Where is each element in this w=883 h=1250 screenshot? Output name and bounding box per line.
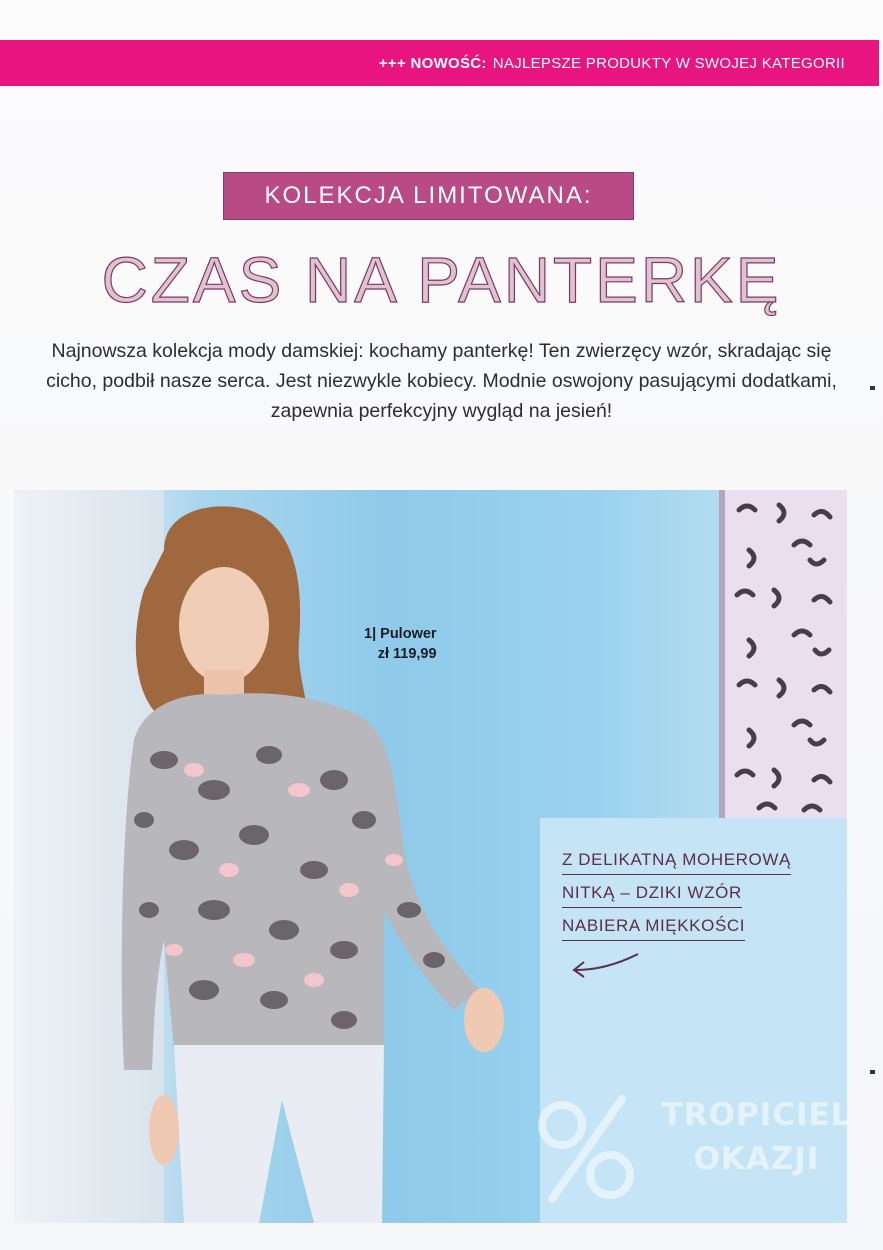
leopard-fabric-swatch — [719, 490, 847, 820]
top-banner — [0, 40, 879, 86]
arrow-left-icon — [568, 946, 648, 986]
banner-text: NAJLEPSZE PRODUKTY W SWOJEJ KATEGORII — [492, 54, 845, 72]
product-label: 1| Pulower — [364, 626, 437, 642]
feature-lines — [562, 844, 791, 943]
watermark-line1: TROPICIEL — [661, 1097, 852, 1133]
intro-paragraph: Najnowsza kolekcja mody damskiej: kochamy panterkę! Ten zwierzęcy wzór, skradając się cicho, podbił nasze serca. Jest niezwykle kobiecy. Modnie oswojony pasującymi dodatkami, zapewnia perfekcyjny wygląd na jesień! — [46, 340, 837, 422]
watermark — [524, 1083, 869, 1213]
leopard-pattern — [719, 490, 847, 820]
margin-mark — [870, 1070, 875, 1074]
watermark-line2: OKAZJI — [693, 1141, 820, 1177]
margin-mark — [870, 386, 875, 390]
page-headline: CZAS NA PANTERKĘ — [101, 244, 782, 316]
feature-line: NABIERA MIĘKKOŚCI — [562, 910, 745, 941]
banner-lead: +++ NOWOŚĆ: — [378, 54, 487, 72]
feature-line: Z DELIKATNĄ MOHEROWĄ — [562, 844, 791, 875]
collection-kicker: KOLEKCJA LIMITOWANA: — [223, 172, 634, 220]
feature-line: NITKĄ – DZIKI WZÓR — [562, 877, 742, 908]
product-price-tag — [364, 624, 437, 664]
product-price: zł 119,99 — [377, 646, 437, 662]
percent-icon — [532, 1087, 642, 1207]
watermark-text — [644, 1093, 869, 1181]
